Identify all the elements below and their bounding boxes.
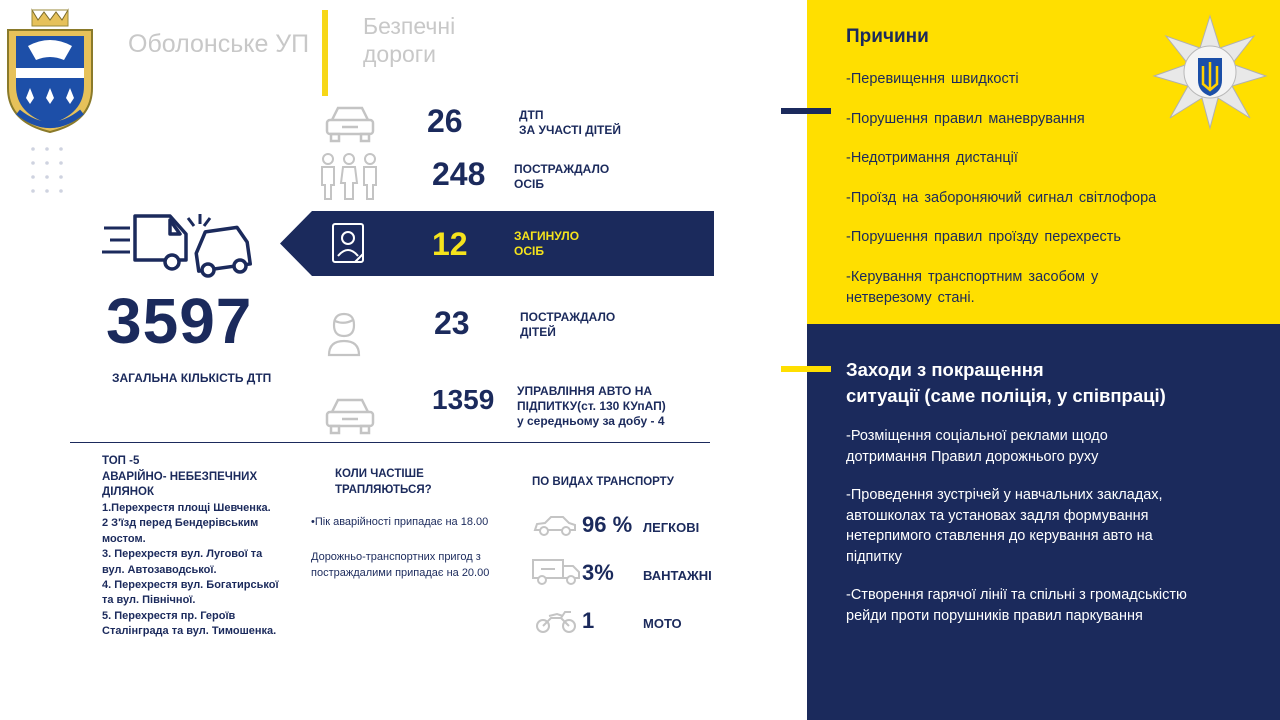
injured-persons-label-line1: ПОСТРАЖДАЛО (514, 162, 610, 176)
killed-persons-label-line1: ЗАГИНУЛО (514, 229, 580, 243)
top5-list-item: мостом. (102, 532, 146, 545)
cause-item: -Перевищення швидкості (846, 71, 1019, 87)
car-icon (324, 104, 376, 144)
measure-item-line: підпитку (846, 548, 902, 565)
injured-persons-value: 248 (432, 156, 486, 192)
header-divider (322, 10, 328, 96)
measure-item-line: рейди проти порушників правил паркування (846, 607, 1143, 624)
department-name: Оболонське УП (128, 30, 310, 58)
transport-cars-label: ЛЕГКОВІ (643, 520, 700, 535)
injury-peak-text-line2: постраждалими припадає на 20.00 (311, 566, 490, 579)
measure-item-line: -Проведення зустрічей у навчальних закладах, (846, 487, 1163, 503)
causes-title: Причини (846, 26, 929, 47)
cause-item: -Порушення правил маневрування (846, 111, 1085, 127)
injured-persons-label (514, 162, 609, 192)
top5-list-item: та вул. Північної. (102, 594, 196, 607)
children-accidents-label-line2: ЗА УЧАСТІ ДІТЕЙ (519, 123, 621, 137)
measure-item (846, 585, 1236, 626)
measures-title-line1: Заходи з покращення (846, 359, 1044, 380)
injured-children-value: 23 (434, 305, 470, 341)
top5-list-item: 1.Перехрестя площі Шевченка. (102, 502, 271, 514)
top5-title-line3: ДІЛЯНОК (102, 486, 154, 498)
transport-title: ПО ВИДАХ ТРАНСПОРТУ (532, 476, 674, 488)
transport-moto-value: 1 (582, 608, 595, 633)
total-accidents-value: 3597 (106, 285, 253, 357)
injured-children-label-line2: ДІТЕЙ (520, 325, 556, 339)
measure-item-line: нетерпимого ставлення до керування авто на (846, 528, 1153, 544)
children-accidents-value: 26 (427, 103, 463, 139)
cause-item: -Керування транспортним засобом у (846, 269, 1099, 285)
measures-accent-dash (781, 366, 831, 372)
motorcycle-icon (535, 610, 577, 634)
injury-peak-text-line1: Дорожньо-транспортних пригод з (311, 551, 481, 563)
injured-persons-label-line2: ОСІБ (514, 177, 544, 191)
transport-cars-value: 96 % (582, 512, 633, 537)
transport-moto-label: МОТО (643, 616, 682, 631)
killed-persons-label-line2: ОСІБ (514, 244, 544, 258)
car-icon-3 (533, 515, 577, 537)
topic-title-line1: Безпечні (363, 13, 456, 39)
top5-list-item: 4. Перехрестя вул. Богатирської (102, 579, 279, 592)
when-title (335, 467, 432, 498)
killed-persons-value: 12 (432, 226, 468, 262)
total-accidents-label: ЗАГАЛЬНА КІЛЬКІСТЬ ДТП (112, 371, 272, 385)
car-icon-2 (324, 396, 376, 436)
peak-time-text: •Пік аварійності припадає на 18.00 (311, 516, 489, 528)
top5-title-line1: ТОП -5 (102, 455, 140, 467)
measures-title (846, 357, 1236, 409)
measures-title-line2: ситуації (саме поліція, у співпраці) (846, 385, 1166, 406)
top5-list-item: 5. Перехрестя пр. Героїв (102, 609, 236, 622)
cause-item: -Проїзд на забороняючий сигнал світлофора (846, 190, 1157, 206)
district-coat-of-arms-icon (2, 4, 98, 136)
children-accidents-label (519, 108, 621, 138)
drunk-driving-label-line2: ПІДПИТКУ(ст. 130 КУпАП) (517, 399, 666, 413)
causes-accent-dash (781, 108, 831, 114)
cause-item: -Порушення правил проїзду перехресть (846, 229, 1121, 245)
topic-title (363, 12, 503, 68)
cause-item: -Недотримання дистанції (846, 150, 1018, 166)
topic-title-line2: дороги (363, 41, 437, 67)
truck-icon (531, 556, 581, 586)
child-icon (326, 311, 362, 357)
national-police-emblem-icon (1150, 14, 1270, 130)
memorial-portrait-icon (331, 222, 365, 264)
drunk-driving-value: 1359 (432, 384, 495, 415)
decorative-dots (30, 146, 70, 194)
drunk-driving-label-line1: УПРАВЛІННЯ АВТО НА (517, 384, 653, 398)
measure-item-line: дотримання Правил дорожнього руху (846, 448, 1099, 465)
top5-title-line2: АВАРІЙНО- НЕБЕЗПЕЧНИХ (102, 470, 258, 483)
measure-item-line: -Створення гарячої лінії та спільні з громадськістю (846, 587, 1187, 603)
section-divider (70, 442, 710, 443)
measure-item (846, 426, 1236, 467)
top5-list-item: вул. Автозаводської. (102, 563, 217, 576)
measure-item-line: автошколах та установах задля формування (846, 507, 1149, 524)
children-accidents-label-line1: ДТП (519, 108, 544, 122)
injury-peak-text (311, 550, 489, 581)
people-icon (318, 152, 380, 202)
drunk-driving-label-line3: у середньому за добу - 4 (517, 414, 665, 428)
measure-item (846, 485, 1236, 567)
injured-children-label-line1: ПОСТРАЖДАЛО (520, 310, 616, 324)
top5-list-item: Сталінграда та вул. Тимошенка. (102, 625, 277, 638)
top5-title (102, 454, 257, 501)
cause-item: нетверезому стані. (846, 290, 975, 306)
top5-list-item: 2 З'їзд перед Бендерівським (102, 517, 259, 530)
drunk-driving-label (517, 384, 666, 429)
transport-trucks-label: ВАНТАЖНІ (643, 568, 712, 583)
transport-trucks-value: 3% (582, 560, 614, 585)
when-title-line2: ТРАПЛЯЮТЬСЯ? (335, 483, 432, 496)
injured-children-label (520, 310, 615, 340)
measure-item-line: -Розміщення соціальної реклами щодо (846, 428, 1108, 444)
car-crash-icon (100, 210, 255, 280)
when-title-line1: КОЛИ ЧАСТІШЕ (335, 468, 424, 480)
killed-persons-label (514, 229, 579, 259)
top5-list-item: 3. Перехрестя вул. Лугової та (102, 548, 263, 561)
top5-list (102, 501, 279, 640)
